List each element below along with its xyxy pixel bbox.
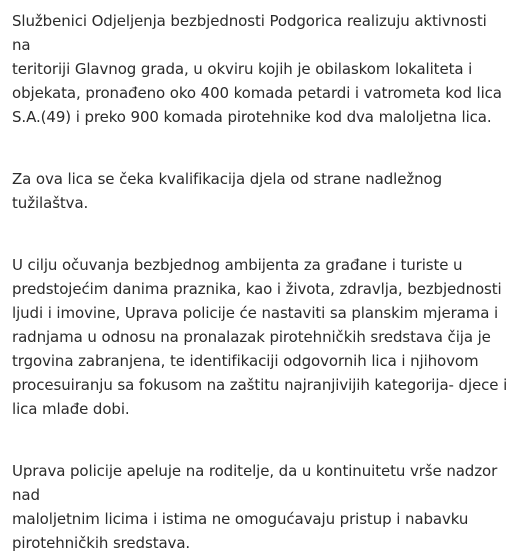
paragraph-prosecution-note: Za ova lica se čeka kvalifikacija djela od strane nadležnog tužilaštva. [12,170,443,212]
paragraph-police-measures: U cilju očuvanja bezbjednog ambijenta za građane i turiste u predstojećim danima praznika, kao i života, zdravlja, bezbjednosti ljudi i imovine, Uprava policije će nastaviti sa planskim mjerama i radnjama u odnosu na pronalazak pirotehničkih sredstava čija je trgovina zabranjena, te identifikaciji odgovornih lica i njihovom procesuiranju sa fokusom na zaštitu najranjivijih kategorija- djece i lica mlađe dobi. [12,256,508,418]
paragraph-seizure-report: Službenici Odjeljenja bezbjednosti Podgorica realizuju aktivnosti na teritoriji Glavnog grada, u okviru kojih je obilaskom lokaliteta i objekata, pronađeno oko 400 komada petardi i vatrometa kod lica S.A.(49) i preko 900 komada pirotehnike kod dva maloljetna lica. [12,12,502,126]
paragraph-parent-appeal: Uprava policije apeluje na roditelje, da u kontinuitetu vrše nadzor nad maloljetnim licima i istima ne omogućavaju pristup i nabavku pirotehničkih sredstava. [12,462,498,552]
article-body [12,9,508,555]
